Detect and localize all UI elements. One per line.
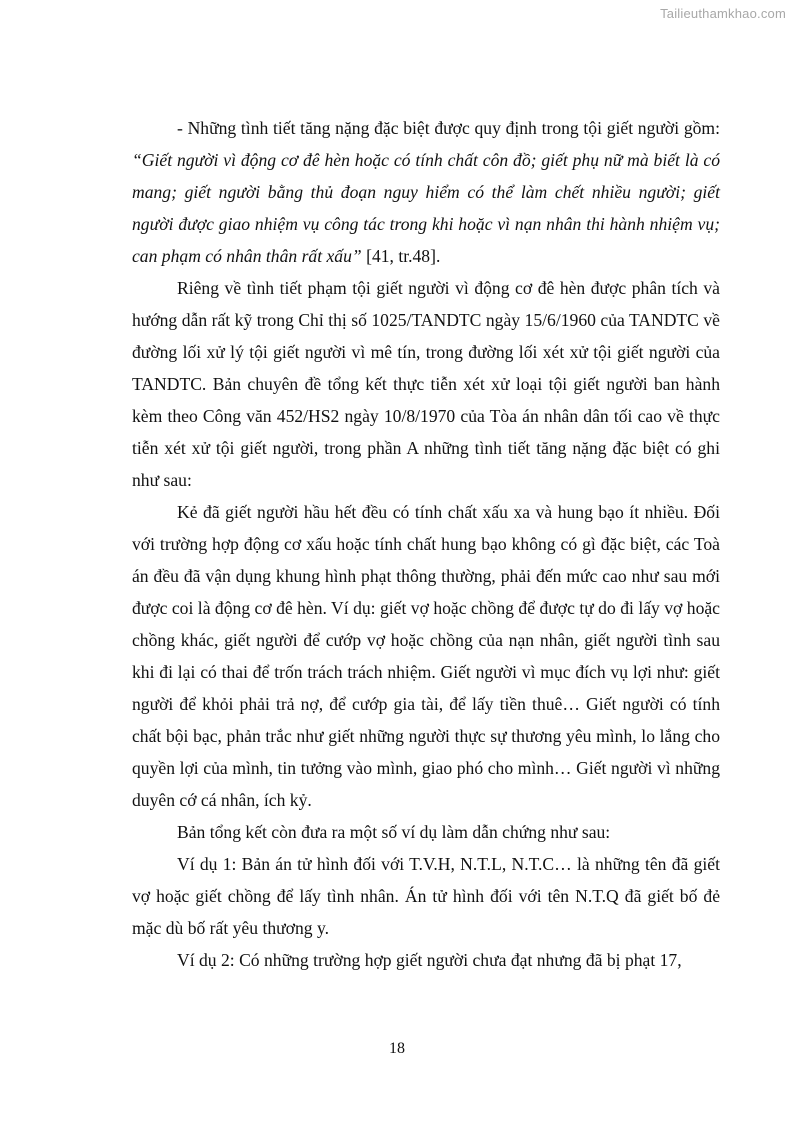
paragraph-lead: - Những tình tiết tăng nặng đặc biệt được quy định trong tội giết người gồm:	[177, 118, 720, 138]
legal-quote: “Giết người vì động cơ đê hèn hoặc có tính chất côn đồ; giết phụ nữ mà biết là có mang; giết người bằng thủ đoạn nguy hiểm có thể làm chết nhiều người; giết người được giao nhiệm vụ công tác trong khi hoặc vì nạn nhân thi hành nhiệm vụ; can phạm có nhân thân rất xấu”	[132, 150, 720, 266]
paragraph-aggravating-circumstances	[132, 112, 720, 272]
watermark-text: Tailieuthamkhao.com	[660, 6, 786, 21]
paragraph-examples-intro: Bản tổng kết còn đưa ra một số ví dụ làm dẫn chứng như sau:	[177, 822, 611, 842]
document-body	[132, 112, 720, 976]
paragraph-base-motive: Kẻ đã giết người hầu hết đều có tính chất xấu xa và hung bạo ít nhiều. Đối với trường hợp động cơ xấu hoặc tính chất hung bạo không có gì đặc biệt, các Toà án đều đã vận dụng khung hình phạt thông thường, phải đến mức cao như sau mới được coi là động cơ đê hèn. Ví dụ: giết vợ hoặc chồng để được tự do đi lấy vợ hoặc chồng khác, giết người để cướp vợ hoặc chồng của nạn nhân, giết người tình sau khi đi lại có thai để trốn trách trách nhiệm. Giết người vì mục đích vụ lợi như: giết người để khỏi phải trả nợ, để cướp gia tài, để lấy tiền thuê… Giết người có tính chất bội bạc, phản trắc như giết những người thực sự thương yêu mình, lo lắng cho quyền lợi của mình, tin tưởng vào mình, giao phó cho mình… Giết người vì những duyên cớ cá nhân, ích kỷ.	[132, 502, 720, 810]
page-number: 18	[389, 1040, 405, 1057]
paragraph-example-1: Ví dụ 1: Bản án tử hình đối với T.V.H, N.T.L, N.T.C… là những tên đã giết vợ hoặc giết chồng để lấy tình nhân. Án tử hình đối với tên N.T.Q đã giết bố đẻ mặc dù bố rất yêu thương y.	[132, 854, 720, 938]
citation-reference: [41, tr.48].	[361, 246, 441, 266]
paragraph-example-2: Ví dụ 2: Có những trường hợp giết người chưa đạt nhưng đã bị phạt 17,	[177, 950, 682, 970]
paragraph-directive: Riêng về tình tiết phạm tội giết người vì động cơ đê hèn được phân tích và hướng dẫn rất kỹ trong Chỉ thị số 1025/TANDTC ngày 15/6/1960 của TANDTC về đường lối xử lý tội giết người vì mê tín, trong đường lối xét xử tội giết người của TANDTC. Bản chuyên đề tổng kết thực tiễn xét xử loại tội giết người ban hành kèm theo Công văn 452/HS2 ngày 10/8/1970 của Tòa án nhân dân tối cao về thực tiễn xét xử tội giết người, trong phần A những tình tiết tăng nặng đặc biệt có ghi như sau:	[132, 278, 720, 490]
